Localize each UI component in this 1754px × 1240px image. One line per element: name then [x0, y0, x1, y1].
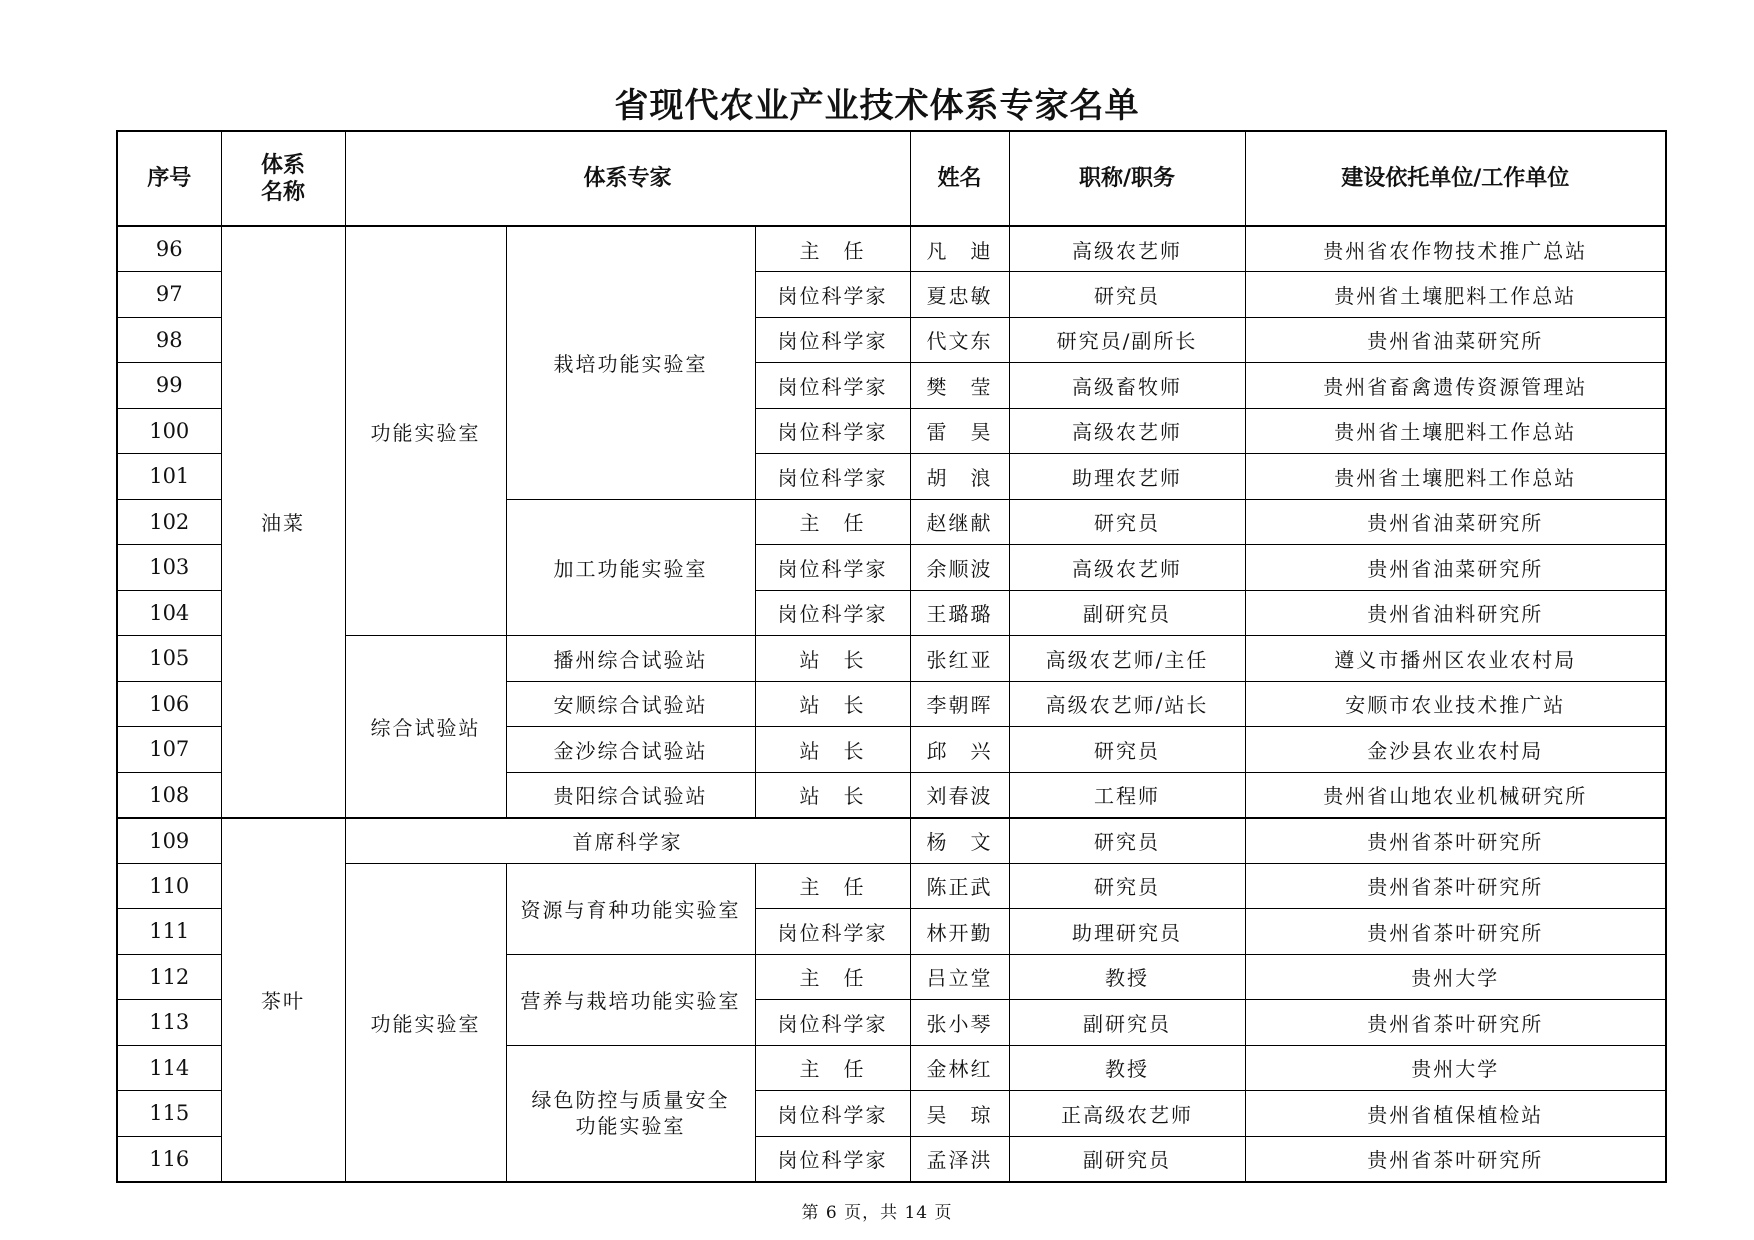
- title-cell: 副研究员: [1009, 1136, 1245, 1182]
- name-cell: 赵继献: [910, 499, 1009, 545]
- lab-cell-processing: 加工功能实验室: [506, 499, 755, 636]
- unit-cell: 贵州大学: [1245, 1045, 1666, 1091]
- name-cell: 金林红: [910, 1045, 1009, 1091]
- table-row: [117, 863, 1666, 909]
- name-cell: 吕立堂: [910, 954, 1009, 1000]
- title-cell: 助理研究员: [1009, 909, 1245, 955]
- unit-cell: 贵州省农作物技术推广总站: [1245, 226, 1666, 272]
- role-cell: 主 任: [755, 499, 910, 545]
- header-experts: 体系专家: [345, 131, 910, 226]
- station-cell-bozhou: 播州综合试验站: [506, 636, 755, 682]
- title-cell: 高级畜牧师: [1009, 363, 1245, 409]
- lab-cell-cultivation: 栽培功能实验室: [506, 226, 755, 499]
- title-cell: 高级农艺师: [1009, 545, 1245, 591]
- role-cell: 岗位科学家: [755, 363, 910, 409]
- unit-cell: 贵州省山地农业机械研究所: [1245, 772, 1666, 818]
- seq-cell: 98: [117, 317, 221, 363]
- seq-cell: 102: [117, 499, 221, 545]
- role-cell: 岗位科学家: [755, 590, 910, 636]
- title-cell: 高级农艺师/站长: [1009, 681, 1245, 727]
- title-cell: 正高级农艺师: [1009, 1091, 1245, 1137]
- role-cell: 岗位科学家: [755, 1136, 910, 1182]
- header-name: 姓名: [910, 131, 1009, 226]
- name-cell: 夏忠敏: [910, 272, 1009, 318]
- unit-cell: 贵州省油菜研究所: [1245, 317, 1666, 363]
- seq-cell: 111: [117, 909, 221, 955]
- title-cell: 高级农艺师: [1009, 226, 1245, 272]
- seq-cell: 115: [117, 1091, 221, 1137]
- seq-cell: 113: [117, 1000, 221, 1046]
- seq-cell: 96: [117, 226, 221, 272]
- station-cell-guiyang: 贵阳综合试验站: [506, 772, 755, 818]
- unit-cell: 遵义市播州区农业农村局: [1245, 636, 1666, 682]
- title-cell: 研究员: [1009, 818, 1245, 864]
- role-cell: 主 任: [755, 863, 910, 909]
- seq-cell: 110: [117, 863, 221, 909]
- name-cell: 张红亚: [910, 636, 1009, 682]
- name-cell: 刘春波: [910, 772, 1009, 818]
- seq-cell: 114: [117, 1045, 221, 1091]
- station-cell-anshun: 安顺综合试验站: [506, 681, 755, 727]
- role-cell: 岗位科学家: [755, 408, 910, 454]
- lab-cell-nutrition: 营养与栽培功能实验室: [506, 954, 755, 1045]
- name-cell: 李朝晖: [910, 681, 1009, 727]
- role-cell: 岗位科学家: [755, 1091, 910, 1137]
- name-cell: 孟泽洪: [910, 1136, 1009, 1182]
- unit-cell: 贵州省茶叶研究所: [1245, 818, 1666, 864]
- name-cell: 林开勤: [910, 909, 1009, 955]
- name-cell: 樊 莹: [910, 363, 1009, 409]
- name-cell: 陈正武: [910, 863, 1009, 909]
- unit-cell: 贵州省植保植检站: [1245, 1091, 1666, 1137]
- name-cell: 凡 迪: [910, 226, 1009, 272]
- lab-cell-resources: 资源与育种功能实验室: [506, 863, 755, 954]
- title-cell: 副研究员: [1009, 590, 1245, 636]
- unit-cell: 贵州省茶叶研究所: [1245, 863, 1666, 909]
- role-cell: 站 长: [755, 727, 910, 773]
- role-cell: 岗位科学家: [755, 1000, 910, 1046]
- title-cell: 研究员: [1009, 272, 1245, 318]
- title-cell: 教授: [1009, 954, 1245, 1000]
- role-cell: 主 任: [755, 954, 910, 1000]
- unit-cell: 贵州省茶叶研究所: [1245, 1000, 1666, 1046]
- seq-cell: 100: [117, 408, 221, 454]
- unit-cell: 安顺市农业技术推广站: [1245, 681, 1666, 727]
- unit-cell: 贵州省油菜研究所: [1245, 499, 1666, 545]
- title-cell: 研究员/副所长: [1009, 317, 1245, 363]
- seq-cell: 108: [117, 772, 221, 818]
- seq-cell: 109: [117, 818, 221, 864]
- role-cell: 站 长: [755, 681, 910, 727]
- lab-cell-green-control: 绿色防控与质量安全 功能实验室: [506, 1045, 755, 1182]
- table-row: [117, 226, 1666, 272]
- seq-cell: 105: [117, 636, 221, 682]
- seq-cell: 116: [117, 1136, 221, 1182]
- title-cell: 研究员: [1009, 499, 1245, 545]
- seq-cell: 99: [117, 363, 221, 409]
- header-system: 体系 名称: [221, 131, 345, 226]
- unit-cell: 贵州省土壤肥料工作总站: [1245, 408, 1666, 454]
- table-row: [117, 818, 1666, 864]
- name-cell: 代文东: [910, 317, 1009, 363]
- category-cell-test-station: 综合试验站: [345, 636, 506, 818]
- name-cell: 张小琴: [910, 1000, 1009, 1046]
- name-cell: 余顺波: [910, 545, 1009, 591]
- unit-cell: 贵州省土壤肥料工作总站: [1245, 272, 1666, 318]
- document-title: 省现代农业产业技术体系专家名单: [614, 86, 1140, 126]
- title-cell: 教授: [1009, 1045, 1245, 1091]
- title-cell: 副研究员: [1009, 1000, 1245, 1046]
- role-cell: 岗位科学家: [755, 909, 910, 955]
- unit-cell: 贵州省茶叶研究所: [1245, 909, 1666, 955]
- unit-cell: 贵州省畜禽遗传资源管理站: [1245, 363, 1666, 409]
- role-cell: 岗位科学家: [755, 272, 910, 318]
- unit-cell: 贵州省油料研究所: [1245, 590, 1666, 636]
- name-cell: 胡 浪: [910, 454, 1009, 500]
- seq-cell: 106: [117, 681, 221, 727]
- unit-cell: 贵州大学: [1245, 954, 1666, 1000]
- role-cell: 站 长: [755, 772, 910, 818]
- table-header-row: [117, 131, 1666, 226]
- expert-table: [116, 130, 1667, 1183]
- name-cell: 雷 昊: [910, 408, 1009, 454]
- name-cell: 邱 兴: [910, 727, 1009, 773]
- station-cell-jinsha: 金沙综合试验站: [506, 727, 755, 773]
- page-footer: 第 6 页，共 14 页: [801, 1203, 953, 1223]
- category-cell-func-lab: 功能实验室: [345, 226, 506, 636]
- title-cell: 研究员: [1009, 863, 1245, 909]
- name-cell: 吴 琼: [910, 1091, 1009, 1137]
- unit-cell: 贵州省油菜研究所: [1245, 545, 1666, 591]
- role-cell: 岗位科学家: [755, 545, 910, 591]
- unit-cell: 贵州省土壤肥料工作总站: [1245, 454, 1666, 500]
- seq-cell: 97: [117, 272, 221, 318]
- seq-cell: 107: [117, 727, 221, 773]
- role-cell: 岗位科学家: [755, 317, 910, 363]
- seq-cell: 112: [117, 954, 221, 1000]
- role-cell: 站 长: [755, 636, 910, 682]
- seq-cell: 103: [117, 545, 221, 591]
- title-cell: 助理农艺师: [1009, 454, 1245, 500]
- unit-cell: 贵州省茶叶研究所: [1245, 1136, 1666, 1182]
- seq-cell: 104: [117, 590, 221, 636]
- table-row: [117, 636, 1666, 682]
- system-cell-chaye: 茶叶: [221, 818, 345, 1182]
- role-cell: 岗位科学家: [755, 454, 910, 500]
- title-cell: 高级农艺师: [1009, 408, 1245, 454]
- role-cell: 主 任: [755, 226, 910, 272]
- seq-cell: 101: [117, 454, 221, 500]
- header-seq: 序号: [117, 131, 221, 226]
- title-cell: 工程师: [1009, 772, 1245, 818]
- category-cell-func-lab: 功能实验室: [345, 863, 506, 1182]
- name-cell: 王璐璐: [910, 590, 1009, 636]
- header-title: 职称/职务: [1009, 131, 1245, 226]
- title-cell: 高级农艺师/主任: [1009, 636, 1245, 682]
- name-cell: 杨 文: [910, 818, 1009, 864]
- title-cell: 研究员: [1009, 727, 1245, 773]
- header-unit: 建设依托单位/工作单位: [1245, 131, 1666, 226]
- chief-scientist-cell: 首席科学家: [345, 818, 910, 864]
- role-cell: 主 任: [755, 1045, 910, 1091]
- system-cell-youcai: 油菜: [221, 226, 345, 818]
- unit-cell: 金沙县农业农村局: [1245, 727, 1666, 773]
